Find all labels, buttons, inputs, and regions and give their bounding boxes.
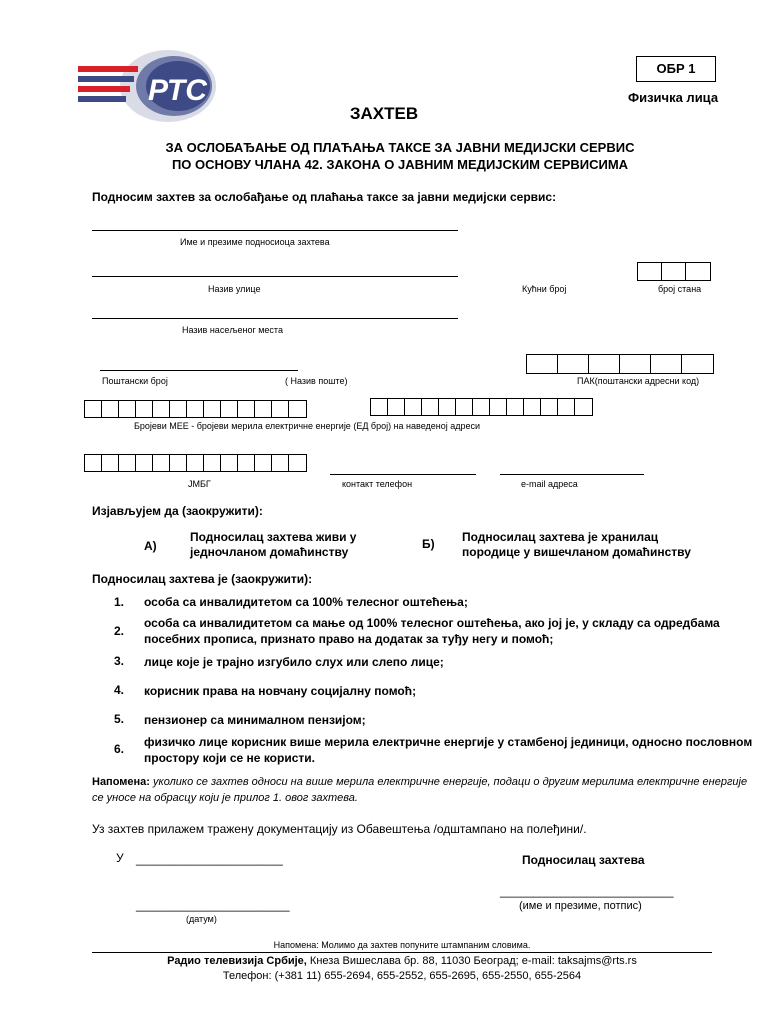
mee-boxes-2[interactable]: [370, 398, 593, 416]
option-b-letter[interactable]: Б): [422, 537, 435, 551]
applicant-heading: Подносилац захтева је (заокружити):: [92, 572, 313, 586]
post-name-label: ( Назив поште): [285, 376, 348, 386]
postal-line[interactable]: [100, 370, 298, 371]
item-5-text: пензионер са минималном пензијом;: [144, 713, 366, 727]
note-text-1: уколико се захтев односи на више мерила електричне енергије, подаци о другим мерилима електричне енергије: [149, 776, 748, 788]
form-code: ОБР 1: [656, 61, 696, 76]
item-6-text: физичко лице корисник више мерила електричне енергије у стамбеној јединици, односно пословном: [144, 735, 753, 749]
note: [92, 776, 747, 788]
pak-boxes[interactable]: [526, 354, 714, 374]
attachment-text: Уз захтев прилажем тражену документацију из Обавештења /одштампано на полеђини/.: [92, 822, 587, 836]
item-6-text-2: простору који се не користи.: [144, 751, 315, 765]
item-5-num[interactable]: 5.: [114, 712, 125, 726]
item-3-num[interactable]: 3.: [114, 654, 125, 668]
house-number-label: Кућни број: [522, 284, 567, 294]
full-name-label: Име и презиме подносиоца захтева: [180, 237, 330, 247]
apartment-number-boxes[interactable]: [637, 262, 711, 281]
item-1-num[interactable]: 1.: [114, 595, 125, 609]
mee-boxes-1[interactable]: [84, 400, 307, 418]
apartment-label: број стана: [658, 284, 702, 294]
item-6-num[interactable]: 6.: [114, 742, 125, 756]
item-2-text-2: посебних прописа, признато право на додатак за туђу негу и помоћ;: [144, 632, 554, 646]
form-code-box: [636, 56, 716, 82]
option-a-line-1: Подносилац захтева живи у: [190, 530, 357, 544]
place-input-line[interactable]: ______________________: [136, 852, 283, 866]
rts-logo-text: РТС: [148, 74, 207, 107]
note-text-2: се уносе на обрасцу који је прилог 1. овог захтева.: [92, 792, 358, 804]
signature-line[interactable]: __________________________: [500, 884, 674, 898]
item-2-num[interactable]: 2.: [114, 624, 125, 638]
option-a-line-2: једночланом домаћинству: [190, 545, 349, 559]
item-1-text: особа са инвалидитетом са 100% телесног оштећења;: [144, 595, 468, 609]
footer-divider: [92, 952, 712, 953]
note-label: Напомена:: [92, 776, 150, 788]
option-a-letter[interactable]: А): [144, 539, 157, 553]
email-line[interactable]: [500, 474, 644, 475]
date-label: (датум): [186, 914, 217, 924]
item-4-num[interactable]: 4.: [114, 683, 125, 697]
street-line[interactable]: [92, 276, 458, 277]
item-2-text: особа са инвалидитетом са мање од 100% телесног оштећења, ако јој је, у складу са одредбама: [144, 616, 720, 630]
applicant-signature-label: Подносилац захтева: [522, 853, 645, 867]
option-b-line-2: породице у вишечланом домаћинству: [462, 545, 691, 559]
full-name-line[interactable]: [92, 230, 458, 231]
intro-text: Подносим захтев за ослобађање од плаћања таксе за јавни медијски сервис:: [92, 190, 557, 204]
footer-phones: Телефон: (+381 11) 655-2694, 655-2552, 655-2695, 655-2550, 655-2564: [222, 970, 582, 982]
phone-line[interactable]: [330, 474, 476, 475]
option-b-line-1: Подносилац захтева је хранилац: [462, 530, 659, 544]
mee-label: Бројеви МЕЕ - бројеви мерила електричне енергије (ЕД број) на наведеној адреси: [134, 421, 481, 431]
footer-address: [92, 955, 712, 967]
subtitle-line-2: ПО ОСНОВУ ЧЛАНА 42. ЗАКОНА О ЈАВНИМ МЕДИЈСКИМ СЕРВИСИМА: [171, 157, 629, 172]
street-label: Назив улице: [208, 284, 261, 294]
subtitle-line-1: ЗА ОСЛОБАЂАЊЕ ОД ПЛАЋАЊА ТАКСЕ ЗА ЈАВНИ МЕДИЈСКИ СЕРВИС: [165, 140, 635, 155]
postal-number-label: Поштански број: [102, 376, 168, 386]
footer-address-text: Кнеза Вишеслава бр. 88, 11030 Београд; e-mail: taksajms@rts.rs: [306, 955, 637, 967]
date-line[interactable]: _______________________: [136, 898, 290, 912]
place-line[interactable]: [92, 318, 458, 319]
item-4-text: корисник права на новчану социјалну помоћ;: [144, 684, 417, 698]
declaration-heading: Изјављујем да (заокружити):: [92, 504, 263, 518]
place-label: Назив насељеног места: [182, 325, 283, 335]
jmbg-boxes[interactable]: [84, 454, 307, 472]
form-category: Физичка лица: [628, 90, 719, 105]
jmbg-label: ЈМБГ: [188, 479, 211, 489]
item-3-text: лице које је трајно изгубило слух или слепо лице;: [144, 655, 444, 669]
footer-note: Напомена: Молимо да захтев попуните штампаним словима.: [273, 940, 531, 950]
email-label: e-mail адреса: [521, 479, 578, 489]
phone-label: контакт телефон: [342, 479, 413, 489]
footer-org: Радио телевизија Србије,: [167, 955, 307, 967]
signature-caption: (име и презиме, потпис): [519, 900, 642, 912]
pak-label: ПАК(поштански адресни код): [577, 376, 700, 386]
page-title: ЗАХТЕВ: [349, 104, 419, 123]
place-prefix: У: [116, 851, 124, 865]
